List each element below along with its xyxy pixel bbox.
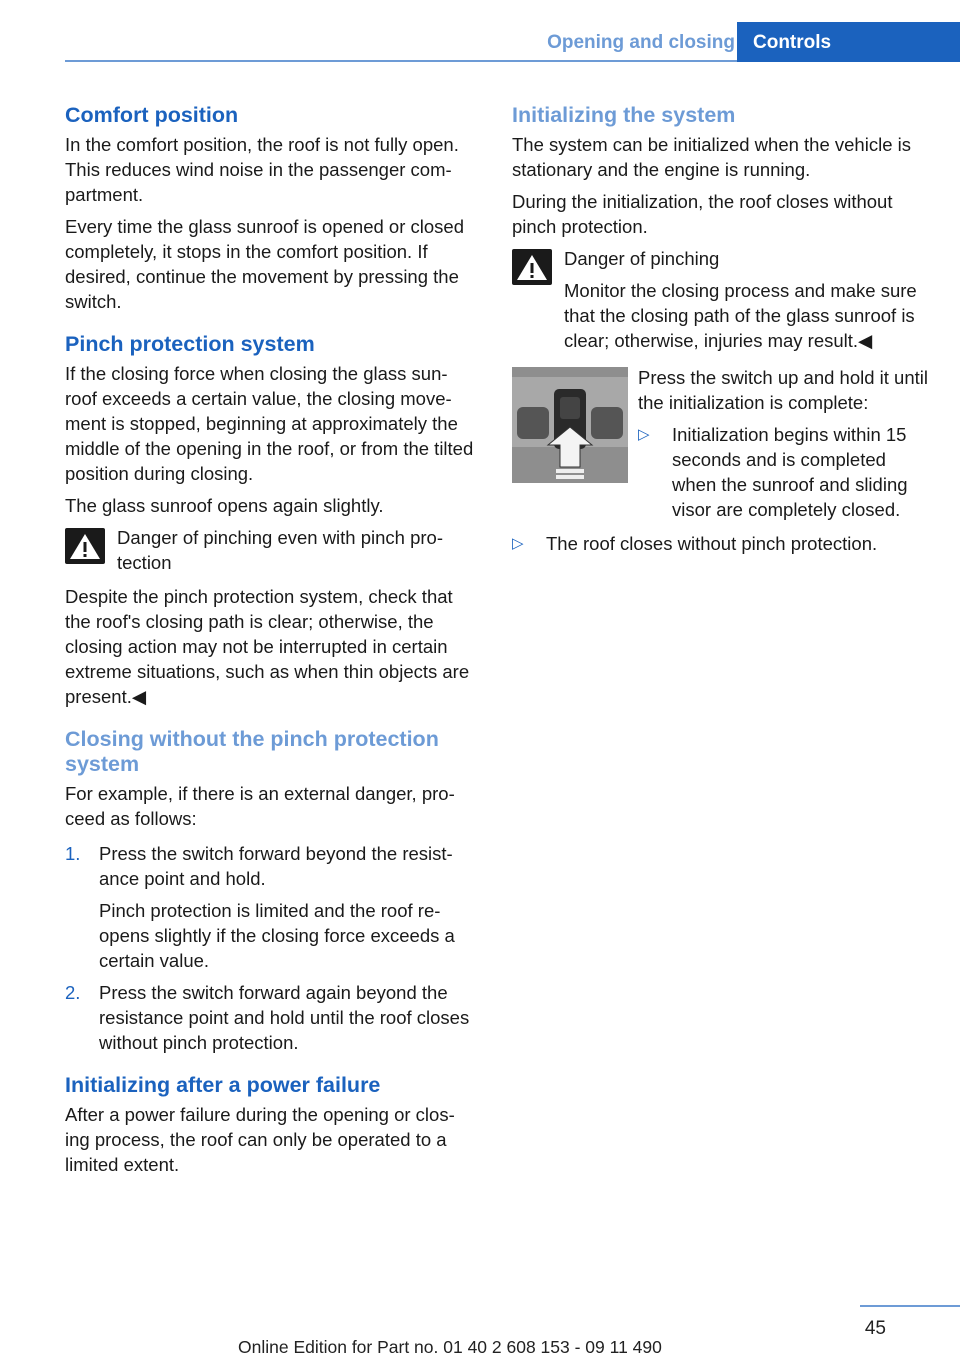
init-paragraph-2: During the initialization, the roof closes without pinch protection. — [512, 191, 893, 237]
page-number: 45 — [864, 1318, 886, 1339]
pinch-paragraph-2: The glass sunroof opens again slightly. — [65, 495, 384, 516]
list-item — [65, 841, 481, 973]
step-number: 1. — [65, 843, 81, 864]
footer-rule — [860, 1305, 960, 1307]
closing-steps — [65, 841, 481, 1055]
triangle-bullet-icon: ▷ — [512, 535, 524, 552]
bullet-text: The roof closes without pinch protection. — [546, 533, 878, 554]
step-number: 2. — [65, 982, 81, 1003]
header-section-title: Opening and closing — [547, 32, 735, 53]
init-paragraph-1: The system can be initialized when the vehicle is stationary and the engine is running. — [512, 134, 911, 180]
init-warning-body: Monitor the closing process and make sure that the closing path of the glass sunroof is clear; otherwise, injuries may result.◀ — [564, 280, 917, 351]
comfort-paragraph-1: In the comfort position, the roof is not fully open. This reduces wind noise in the passenger com‐ partment. — [65, 134, 459, 205]
section-power-failure — [65, 1073, 481, 1177]
pinch-warning — [65, 525, 481, 582]
step-text: Press the switch forward beyond the resist‐ ance point and hold. — [99, 843, 453, 889]
step-text: Press the switch forward again beyond the resistance point and hold until the roof closes without pinch protection. — [99, 982, 470, 1053]
step-subtext: Pinch protection is limited and the roof re‐ opens slightly if the closing force exceeds a certain value. — [99, 900, 455, 971]
heading-comfort-position: Comfort position — [65, 103, 239, 127]
footer-edition: Online Edition for Part no. 01 40 2 608 153 - 09 11 490 — [238, 1337, 662, 1357]
pinch-warning-title: Danger of pinching even with pinch pro‐ tection — [117, 527, 443, 573]
figure-row — [512, 365, 930, 529]
warning-triangle-icon — [512, 249, 552, 285]
comfort-paragraph-2: Every time the glass sunroof is opened or closed completely, it stops in the comfort position. If desired, continue the movement by pressing the switch. — [65, 216, 464, 312]
heading-initializing-system: Initializing the system — [512, 103, 736, 127]
list-item — [512, 531, 930, 556]
right-column — [512, 103, 930, 563]
figure-instruction: Press the switch up and hold it until the initialization is complete: — [638, 367, 928, 413]
pinch-paragraph-1: If the closing force when closing the glass sun‐ roof exceeds a certain value, the closing move‐ ment is stopped, beginning at approximately the middle of the opening in the roof, or from the tilted position during closing. — [65, 363, 474, 484]
triangle-bullet-icon: ▷ — [638, 426, 650, 443]
list-item — [638, 422, 930, 522]
bullet-text: Initialization begins within 15 seconds and is completed when the sunroof and sliding visor are completely closed. — [672, 424, 908, 520]
init-warning-title: Danger of pinching — [564, 248, 720, 269]
left-column — [65, 103, 481, 1184]
section-pinch-protection — [65, 332, 481, 709]
section-closing-without-pinch — [65, 727, 481, 1055]
header-chapter-tab: Controls — [737, 22, 960, 62]
roof-switch-photo — [512, 367, 628, 483]
power-paragraph: After a power failure during the opening or clos‐ ing process, the roof can only be operated to a limited extent. — [65, 1104, 455, 1175]
pinch-warning-body: Despite the pinch protection system, check that the roof's closing path is clear; otherwise, the closing action may not be interrupted in certain extreme situations, such as when thin objects are present.◀ — [65, 586, 470, 707]
list-item — [65, 980, 481, 1055]
closing-intro: For example, if there is an external danger, pro‐ ceed as follows: — [65, 783, 455, 829]
warning-triangle-icon — [65, 528, 105, 564]
heading-closing-without-pinch: Closing without the pinch protection system — [65, 727, 439, 776]
heading-pinch-protection: Pinch protection system — [65, 332, 315, 356]
heading-power-failure: Initializing after a power failure — [65, 1073, 381, 1097]
